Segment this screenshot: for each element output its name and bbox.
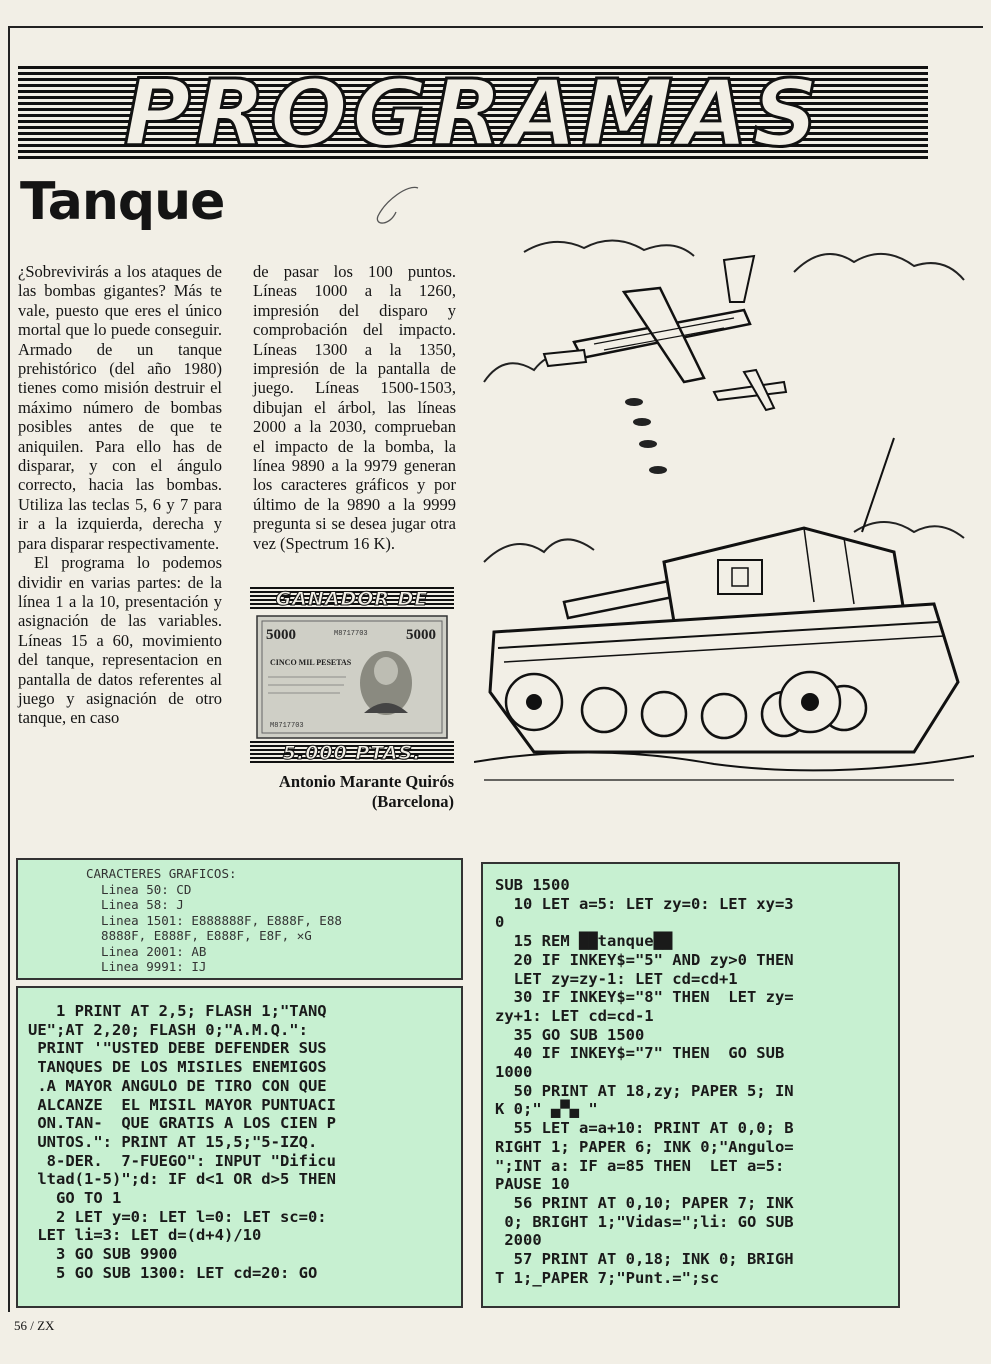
code-line: 0 [495, 913, 505, 932]
code-line: 30 IF INKEY$="8" THEN LET zy= [495, 988, 794, 1007]
code-line: Linea 50: CD [86, 881, 192, 897]
code-line: ALCANZE EL MISIL MAYOR PUNTUACI [28, 1095, 336, 1114]
article-column-1 [18, 262, 222, 728]
code-line: LET zy=zy-1: LET cd=cd+1 [495, 969, 738, 988]
program-listing-part-1 [16, 986, 463, 1308]
article-title: Tanque [20, 172, 225, 232]
frame-left-rule [8, 26, 10, 1312]
frame-top-rule [8, 26, 983, 28]
code-line: K 0;" ▄▀▄ " [495, 1100, 598, 1119]
code-line: 8-DER. 7-FUEGO": INPUT "Dificu [28, 1151, 336, 1170]
prize-amount-label: 5.000 PTAS. [250, 741, 454, 765]
article-paragraph: El programa lo podemos dividir en varias partes: de la línea 1 a la 10, presentación y asignación de las variables. Líneas 15 a 60, movimiento del tanque, representacion en pantalla de datos referentes al juego y asignación de otro tanque, en caso [18, 553, 222, 728]
code-line: UE";AT 2,20; FLASH 0;"A.M.Q.": [28, 1020, 308, 1039]
code-line: .A MAYOR ANGULO DE TIRO CON QUE [28, 1076, 327, 1095]
code-line: GO TO 1 [28, 1189, 122, 1208]
code-line: PAUSE 10 [495, 1175, 570, 1194]
code-line: 40 IF INKEY$="7" THEN GO SUB [495, 1044, 785, 1063]
code-line: ON.TAN- QUE GRATIS A LOS CIEN P [28, 1114, 336, 1133]
code-line: ";INT a: IF a=85 THEN LET a=5: [495, 1156, 785, 1175]
code-line: 1000 [495, 1063, 533, 1082]
code-line: 2 LET y=0: LET l=0: LET sc=0: [28, 1207, 327, 1226]
code-line: 57 PRINT AT 0,18; INK 0; BRIGH [495, 1250, 794, 1269]
code-line: T 1;_PAPER 7;"Punt.=";sc [495, 1268, 719, 1287]
code-line: ltad(1-5)";d: IF d<1 OR d>5 THEN [28, 1170, 336, 1189]
code-line: zy+1: LET cd=cd-1 [495, 1006, 654, 1025]
banknote-image [256, 615, 448, 739]
code-line: 5 GO SUB 1300: LET cd=20: GO [28, 1263, 318, 1282]
code-line: TANQUES DE LOS MISILES ENEMIGOS [28, 1058, 327, 1077]
code-line: 35 GO SUB 1500 [495, 1025, 645, 1044]
article-column-2 [253, 262, 456, 553]
author-name: Antonio Marante Quirós [278, 772, 454, 791]
banknote-denomination: CINCO MIL PESETAS [270, 658, 352, 667]
code-line: Linea 1501: E888888F, E888F, E88 [86, 912, 342, 928]
banknote-numeral-left: 5000 [266, 627, 296, 643]
code-line: 8888F, E888F, E888F, E8F, ✕G [86, 928, 312, 943]
banknote-serial-top: M8717703 [334, 630, 368, 638]
code-line: CARACTERES GRAFICOS: [86, 866, 237, 881]
code-listing-1 [86, 866, 342, 975]
page-folio: 56 / ZX [14, 1318, 55, 1333]
code-line: 56 PRINT AT 0,10; PAPER 7; INK [495, 1193, 794, 1212]
graphic-characters-listing [16, 858, 463, 980]
section-banner-text: PROGRAMAS [123, 66, 823, 160]
author-city: (Barcelona) [371, 792, 454, 811]
code-line: Linea 2001: AB [86, 943, 207, 959]
prize-box [250, 587, 454, 765]
code-line: 20 IF INKEY$="5" AND zy>0 THEN [495, 950, 794, 969]
code-line: PRINT '"USTED DEBE DEFENDER SUS [28, 1039, 327, 1058]
program-listing-part-2 [481, 862, 900, 1308]
section-banner [18, 66, 928, 160]
banknote-numeral-right: 5000 [406, 627, 436, 643]
code-line: 55 LET a=a+10: PRINT AT 0,0; B [495, 1119, 794, 1138]
code-line: LET li=3: LET d=(d+4)/10 [28, 1226, 262, 1245]
banknote-serial-bottom: M8717703 [270, 722, 304, 730]
article-paragraph: de pasar los 100 puntos. Líneas 1000 a la 1260, impresión del disparo y comprobación del impacto. Líneas 1300 a la 1350, impresión de la pantalla de juego. Líneas 1500-1503, dibujan el árbol, las líneas 2000 a la 2030, comprueban el impacto de la bomba, la línea 9890 a la 9979 generan los caracteres gráficos y por último de la 9890 a la 9999 pregunta si se desea jugar otra vez (Spectrum 16 K). [253, 262, 456, 553]
code-line: 15 REM ██tanque██ [495, 932, 673, 951]
code-line: UNTOS.": PRINT AT 15,5;"5-IZQ. [28, 1132, 318, 1151]
prize-winner-label: GANADOR DE [250, 587, 454, 611]
author-credit [250, 772, 454, 812]
code-line: SUB 1500 [495, 876, 570, 894]
code-line: 1 PRINT AT 2,5; FLASH 1;"TANQ [28, 1002, 327, 1020]
code-line: 3 GO SUB 9900 [28, 1245, 178, 1264]
code-listing-3 [495, 876, 794, 1287]
code-line: 2000 [495, 1231, 542, 1250]
pen-scribble-mark [368, 182, 428, 232]
code-line: Linea 58: J [86, 897, 184, 912]
article-paragraph: ¿Sobrevivirás a los ataques de las bombas gigantes? Más te vale, puesto que eres el único mortal que lo puede conseguir. Armado de un tanque prehistórico (del año 1980) tienes como misión destruir el máximo número de bombas posibles antes de que te aniquilen. Para ello has de disparar, y con el ángulo correcto, hacia las bombas. Utiliza las teclas 5, 6 y 7 para ir a la izquierda, derecha y para disparar respectivamente. [18, 262, 222, 553]
tank-and-bomber-illustration [474, 232, 974, 792]
code-line: 50 PRINT AT 18,zy; PAPER 5; IN [495, 1081, 794, 1100]
code-line: 10 LET a=5: LET zy=0: LET xy=3 [495, 894, 794, 913]
code-line: Linea 9991: IJ [86, 959, 207, 974]
code-line: RIGHT 1; PAPER 6; INK 0;"Angulo= [495, 1137, 794, 1156]
code-line: 0; BRIGHT 1;"Vidas=";li: GO SUB [495, 1212, 794, 1231]
code-listing-2 [28, 1002, 336, 1283]
